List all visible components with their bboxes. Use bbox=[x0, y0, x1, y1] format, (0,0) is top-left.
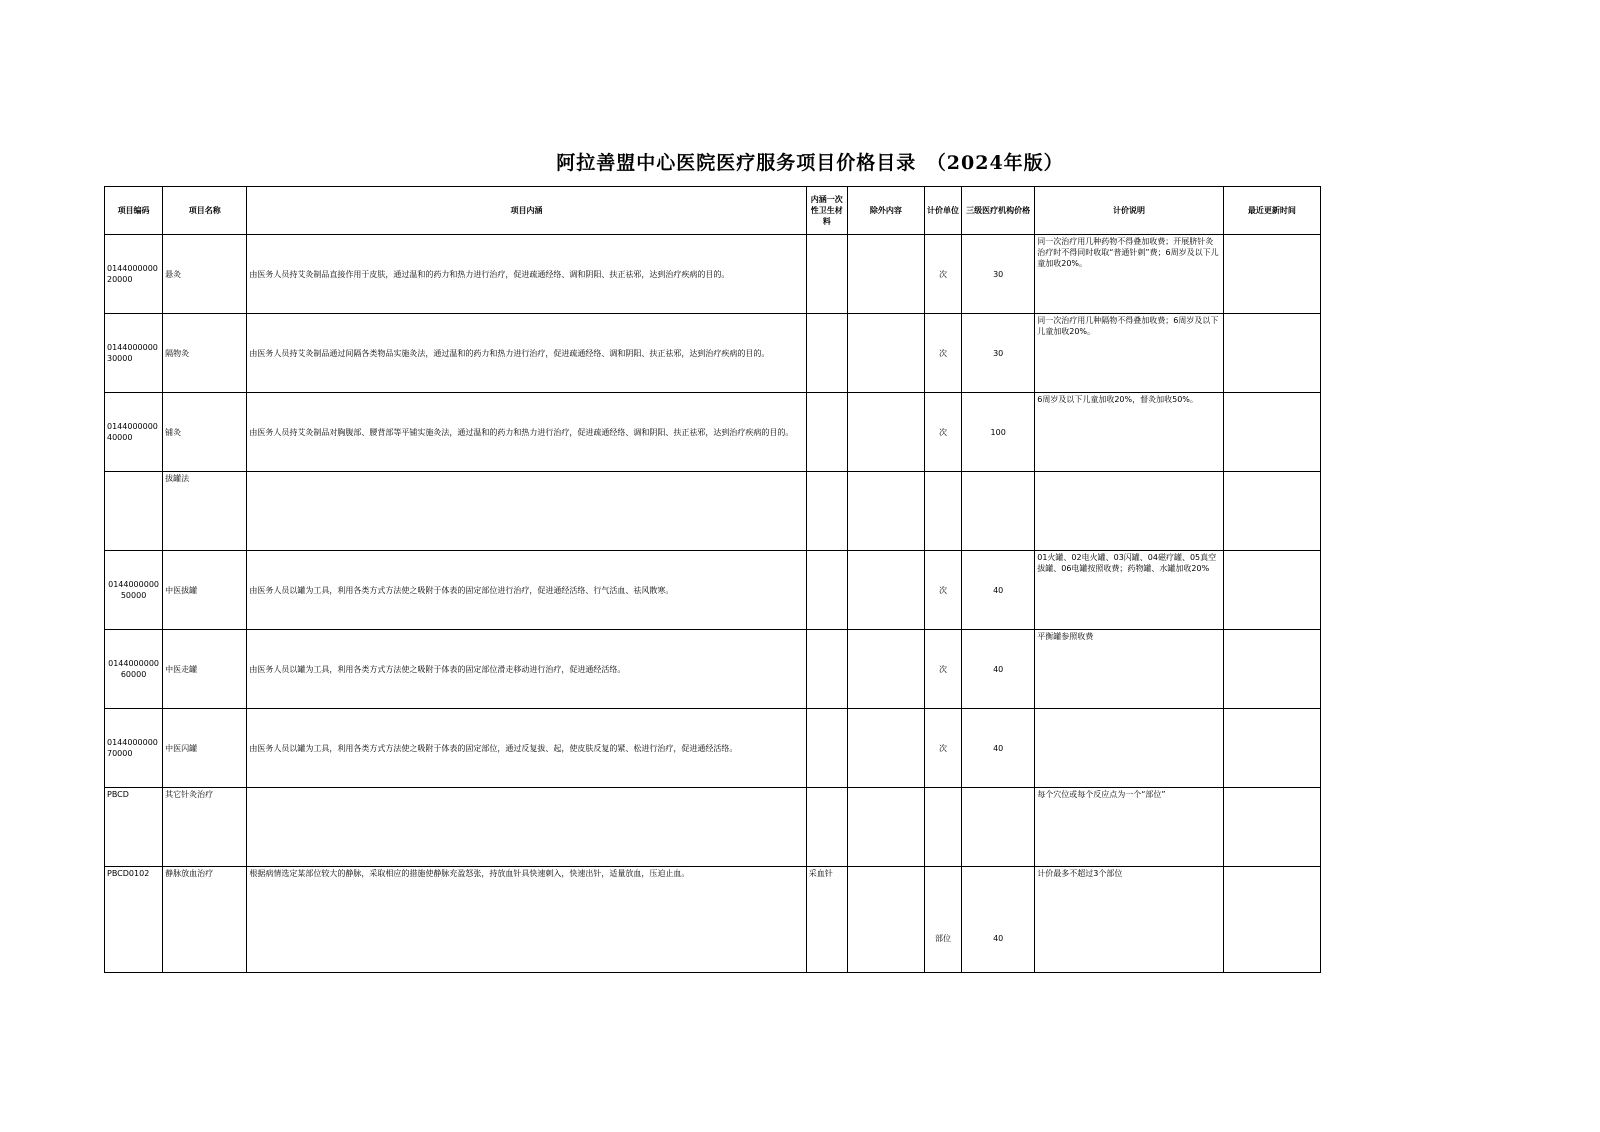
cell-code: PBCD bbox=[105, 788, 163, 867]
cell-note: 6周岁及以下儿童加收20%，督灸加收50%。 bbox=[1035, 393, 1223, 472]
cell-exclude bbox=[847, 393, 924, 472]
cell-updated bbox=[1223, 393, 1320, 472]
cell-exclude bbox=[847, 551, 924, 630]
cell-name: 悬灸 bbox=[163, 235, 247, 314]
cell-unit: 部位 bbox=[925, 867, 962, 973]
cell-desc: 由医务人员持艾灸制品直接作用于皮肤，通过温和的药力和热力进行治疗，促进疏通经络、调和阴阳、扶正祛邪，达到治疗疾病的目的。 bbox=[247, 235, 806, 314]
cell-desc: 由医务人员持艾灸制品对胸腹部、腰背部等平铺实施灸法，通过温和的药力和热力进行治疗，促进疏通经络、调和阴阳、扶正祛邪，达到治疗疾病的目的。 bbox=[247, 393, 806, 472]
cell-material: 采血针 bbox=[806, 867, 847, 973]
cell-code: PBCD0102 bbox=[105, 867, 163, 973]
col-header-code: 项目编码 bbox=[105, 187, 163, 235]
cell-name: 隔物灸 bbox=[163, 314, 247, 393]
cell-code: 014400000030000 bbox=[105, 314, 163, 393]
col-header-updated: 最近更新时间 bbox=[1223, 187, 1320, 235]
cell-code: 014400000050000 bbox=[105, 551, 163, 630]
header-row bbox=[105, 187, 1321, 235]
cell-exclude bbox=[847, 630, 924, 709]
table-row bbox=[105, 630, 1321, 709]
cell-exclude bbox=[847, 235, 924, 314]
cell-exclude bbox=[847, 709, 924, 788]
table-row bbox=[105, 709, 1321, 788]
cell-material bbox=[806, 551, 847, 630]
price-table bbox=[104, 186, 1321, 973]
cell-material bbox=[806, 314, 847, 393]
cell-unit: 次 bbox=[925, 551, 962, 630]
cell-price: 40 bbox=[962, 551, 1035, 630]
cell-unit: 次 bbox=[925, 314, 962, 393]
cell-unit bbox=[925, 472, 962, 551]
cell-price: 30 bbox=[962, 235, 1035, 314]
cell-updated bbox=[1223, 709, 1320, 788]
cell-code: 014400000070000 bbox=[105, 709, 163, 788]
cell-unit: 次 bbox=[925, 235, 962, 314]
cell-note: 同一次治疗用几种隔物不得叠加收费；6周岁及以下儿童加收20%。 bbox=[1035, 314, 1223, 393]
cell-price: 40 bbox=[962, 630, 1035, 709]
cell-desc: 由医务人员以罐为工具，利用各类方式方法使之吸附于体表的固定部位进行治疗，促进通经活络、行气活血、祛风散寒。 bbox=[247, 551, 806, 630]
cell-material bbox=[806, 788, 847, 867]
cell-desc: 根据病情选定某部位较大的静脉，采取相应的措施使静脉充盈怒张，持放血针具快速刺入，快速出针，适量放血，压迫止血。 bbox=[247, 867, 806, 973]
cell-unit: 次 bbox=[925, 709, 962, 788]
cell-updated bbox=[1223, 630, 1320, 709]
table-row bbox=[105, 551, 1321, 630]
cell-note: 平衡罐参照收费 bbox=[1035, 630, 1223, 709]
cell-desc bbox=[247, 788, 806, 867]
cell-price bbox=[962, 472, 1035, 551]
cell-desc: 由医务人员以罐为工具，利用各类方式方法使之吸附于体表的固定部位滑走移动进行治疗，促进通经活络。 bbox=[247, 630, 806, 709]
cell-price: 30 bbox=[962, 314, 1035, 393]
cell-material bbox=[806, 393, 847, 472]
cell-material bbox=[806, 235, 847, 314]
table-row bbox=[105, 314, 1321, 393]
cell-unit: 次 bbox=[925, 630, 962, 709]
cell-updated bbox=[1223, 788, 1320, 867]
cell-exclude bbox=[847, 788, 924, 867]
cell-name: 其它针灸治疗 bbox=[163, 788, 247, 867]
col-header-material: 内涵一次性卫生材料 bbox=[806, 187, 847, 235]
cell-name: 中医走罐 bbox=[163, 630, 247, 709]
cell-desc: 由医务人员持艾灸制品通过间隔各类物品实施灸法，通过温和的药力和热力进行治疗，促进疏通经络、调和阴阳、扶正祛邪，达到治疗疾病的目的。 bbox=[247, 314, 806, 393]
cell-note: 每个穴位或每个反应点为一个“部位” bbox=[1035, 788, 1223, 867]
col-header-unit: 计价单位 bbox=[925, 187, 962, 235]
cell-price: 100 bbox=[962, 393, 1035, 472]
cell-price bbox=[962, 788, 1035, 867]
cell-updated bbox=[1223, 867, 1320, 973]
cell-material bbox=[806, 472, 847, 551]
col-header-note: 计价说明 bbox=[1035, 187, 1223, 235]
cell-exclude bbox=[847, 314, 924, 393]
cell-note: 计价最多不超过3个部位 bbox=[1035, 867, 1223, 973]
cell-code: 014400000040000 bbox=[105, 393, 163, 472]
cell-unit bbox=[925, 788, 962, 867]
table-row bbox=[105, 472, 1321, 551]
cell-code: 014400000060000 bbox=[105, 630, 163, 709]
cell-note bbox=[1035, 472, 1223, 551]
cell-exclude bbox=[847, 472, 924, 551]
cell-note bbox=[1035, 709, 1223, 788]
cell-note: 同一次治疗用几种药物不得叠加收费；开展脐针灸治疗时不得同时收取“普通针刺”费；6周岁及以下儿童加收20%。 bbox=[1035, 235, 1223, 314]
cell-updated bbox=[1223, 314, 1320, 393]
cell-material bbox=[806, 630, 847, 709]
cell-name: 铺灸 bbox=[163, 393, 247, 472]
cell-code bbox=[105, 472, 163, 551]
cell-desc bbox=[247, 472, 806, 551]
cell-price: 40 bbox=[962, 709, 1035, 788]
cell-name: 中医拔罐 bbox=[163, 551, 247, 630]
cell-name: 拔罐法 bbox=[163, 472, 247, 551]
cell-unit: 次 bbox=[925, 393, 962, 472]
cell-desc: 由医务人员以罐为工具，利用各类方式方法使之吸附于体表的固定部位，通过反复拔、起，使皮肤反复的紧、松进行治疗，促进通经活络。 bbox=[247, 709, 806, 788]
table-row bbox=[105, 393, 1321, 472]
col-header-price: 三级医疗机构价格 bbox=[962, 187, 1035, 235]
cell-material bbox=[806, 709, 847, 788]
col-header-desc: 项目内涵 bbox=[247, 187, 806, 235]
cell-updated bbox=[1223, 235, 1320, 314]
col-header-exclude: 除外内容 bbox=[847, 187, 924, 235]
table-row bbox=[105, 788, 1321, 867]
cell-name: 中医闪罐 bbox=[163, 709, 247, 788]
cell-updated bbox=[1223, 472, 1320, 551]
table-row bbox=[105, 867, 1321, 973]
cell-exclude bbox=[847, 867, 924, 973]
cell-updated bbox=[1223, 551, 1320, 630]
cell-price: 40 bbox=[962, 867, 1035, 973]
page-title: 阿拉善盟中心医院医疗服务项目价格目录 （2024年版） bbox=[556, 152, 1064, 174]
cell-note: 01火罐、02电火罐、03闪罐、04磁疗罐、05真空拔罐、06电罐按照收费；药物罐、水罐加收20% bbox=[1035, 551, 1223, 630]
table-row bbox=[105, 235, 1321, 314]
cell-code: 014400000020000 bbox=[105, 235, 163, 314]
cell-name: 静脉放血治疗 bbox=[163, 867, 247, 973]
col-header-name: 项目名称 bbox=[163, 187, 247, 235]
